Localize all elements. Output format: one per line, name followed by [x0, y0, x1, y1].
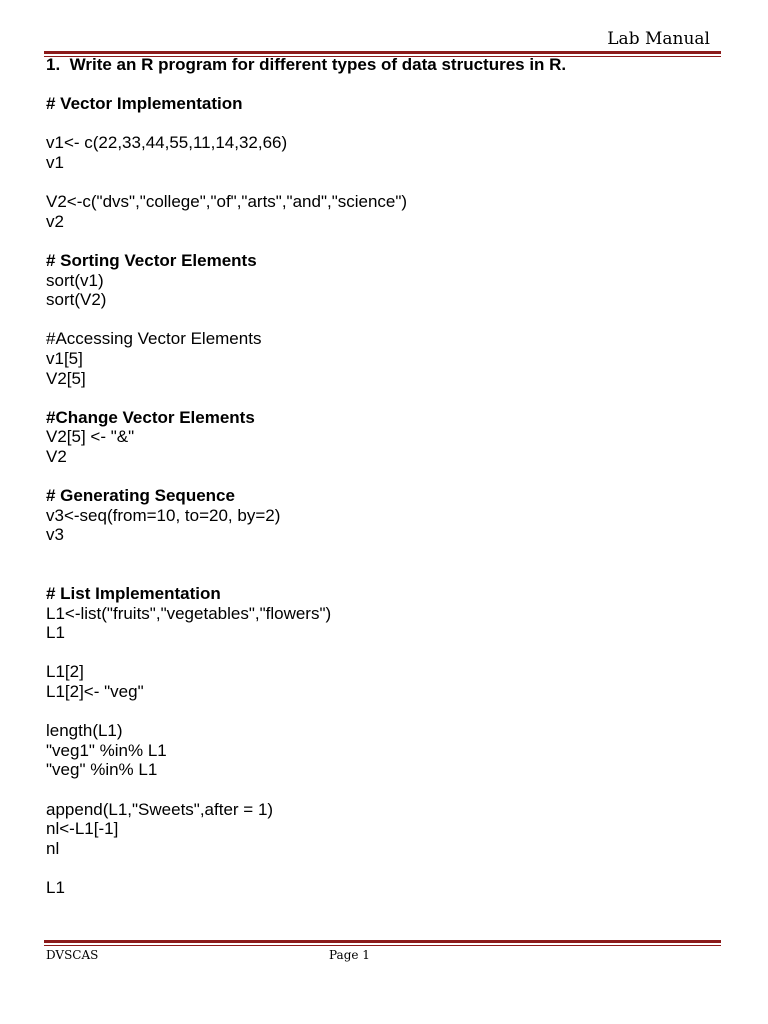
- blank-line: [46, 75, 726, 95]
- blank-line: [46, 643, 726, 663]
- code-line: length(L1): [46, 721, 123, 741]
- blank-line: [46, 114, 726, 134]
- code-line: sort(V2): [46, 290, 107, 310]
- section-heading: # Sorting Vector Elements: [46, 250, 257, 270]
- code-line: append(L1,"Sweets",after = 1): [46, 799, 274, 819]
- footer-org: DVSCAS: [46, 948, 99, 962]
- blank-line: [46, 545, 726, 565]
- code-line: sort(v1): [46, 270, 104, 290]
- code-line: "veg1" %in% L1: [46, 740, 167, 760]
- blank-line: [46, 388, 726, 408]
- code-line: V2<-c("dvs","college","of","arts","and","science"): [46, 192, 408, 212]
- code-line: v1: [46, 152, 64, 172]
- code-line: V2: [46, 446, 67, 466]
- document-body: [46, 55, 726, 898]
- code-line: v2: [46, 211, 64, 231]
- section-heading: # List Implementation: [46, 584, 221, 604]
- code-line: L1<-list("fruits","vegetables","flowers"): [46, 603, 332, 623]
- code-line: V2[5] <- "&": [46, 427, 135, 447]
- section-heading: # Vector Implementation: [46, 94, 243, 114]
- header-title: Lab Manual: [607, 29, 710, 49]
- section-heading: # Generating Sequence: [46, 486, 235, 506]
- footer-rule: [44, 940, 721, 946]
- blank-line: [46, 780, 726, 800]
- code-line: L1: [46, 623, 65, 643]
- code-line: nl<-L1[-1]: [46, 819, 119, 839]
- footer-page-number: Page 1: [329, 948, 370, 962]
- section-heading: 1. Write an R program for different types of data structures in R.: [46, 55, 567, 74]
- code-line: v3<-seq(from=10, to=20, by=2): [46, 505, 281, 525]
- code-line: #Accessing Vector Elements: [46, 329, 262, 349]
- blank-line: [46, 310, 726, 330]
- code-line: "veg" %in% L1: [46, 760, 158, 780]
- code-line: v1<- c(22,33,44,55,11,14,32,66): [46, 133, 288, 153]
- code-line: v1[5]: [46, 348, 83, 368]
- blank-line: [46, 231, 726, 251]
- blank-line: [46, 858, 726, 878]
- code-line: nl: [46, 838, 60, 858]
- code-line: L1: [46, 877, 65, 897]
- code-line: L1[2]<- "veg": [46, 682, 144, 701]
- blank-line: [46, 564, 726, 584]
- blank-line: [46, 466, 726, 486]
- blank-line: [46, 702, 726, 722]
- code-line: L1[2]: [46, 662, 84, 682]
- code-line: V2[5]: [46, 368, 86, 388]
- section-heading: #Change Vector Elements: [46, 407, 255, 427]
- blank-line: [46, 173, 726, 193]
- code-line: v3: [46, 525, 64, 545]
